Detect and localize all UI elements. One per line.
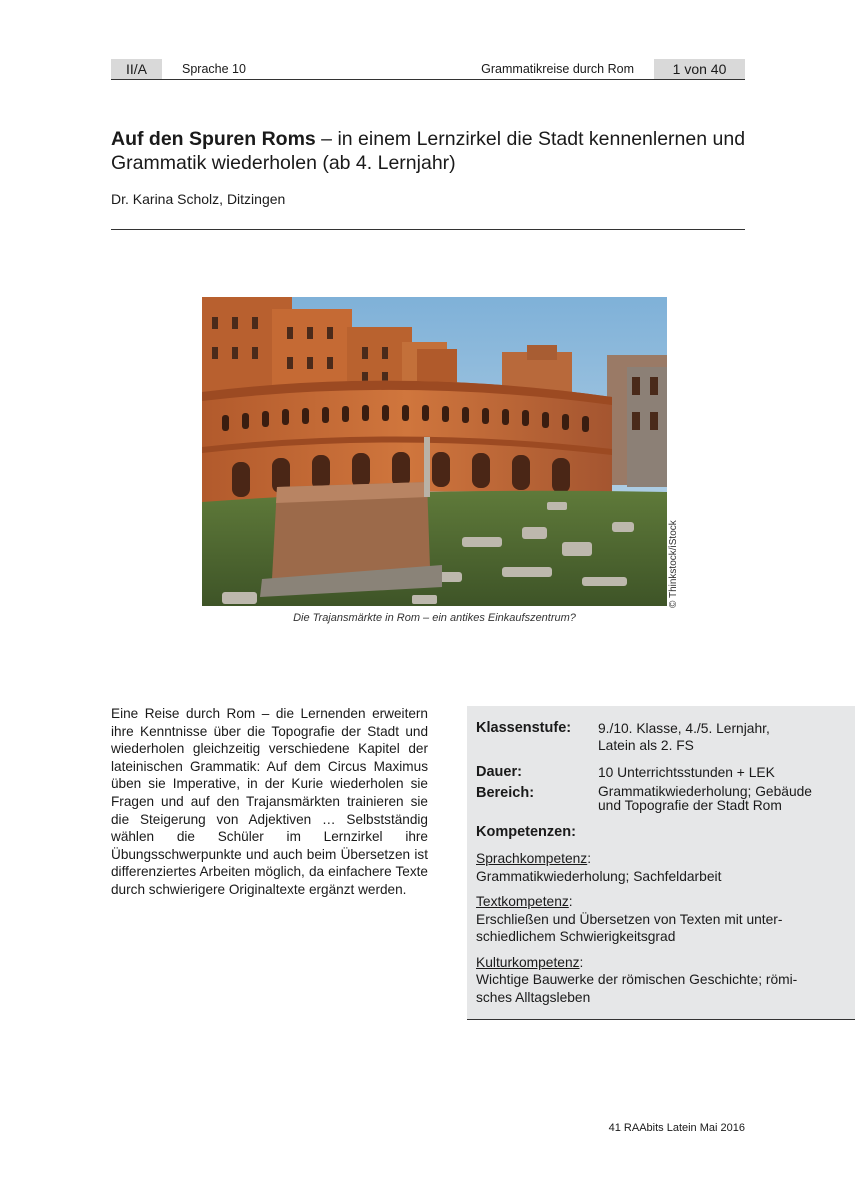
dauer-row xyxy=(476,764,855,782)
bereich-line-2: und Topografie der Stadt Rom xyxy=(598,798,782,813)
kompetenz-item: Textkompetenz: Erschließen und Übersetzen von Texten mit unter- schiedlichem Schwierigkeitsgrad xyxy=(476,893,855,946)
title-bold: Auf den Spuren Roms xyxy=(111,128,316,150)
kompetenz-desc-line-2: schiedlichem Schwierigkeitsgrad xyxy=(476,929,676,944)
bereich-value xyxy=(598,785,855,813)
page-indicator: 1 von 40 xyxy=(654,59,745,79)
dauer-value: 10 Unterrichtsstunden + LEK xyxy=(598,765,775,780)
klassenstufe-line-1: 9./10. Klasse, 4./5. Lernjahr, xyxy=(598,721,770,736)
kompetenz-item: Sprachkompetenz: Grammatikwiederholung; Sachfeldarbeit xyxy=(476,850,855,885)
section-badge: II/A xyxy=(111,59,162,79)
page-footer: 41 RAAbits Latein Mai 2016 xyxy=(608,1122,745,1134)
kompetenz-item: Kulturkompetenz: Wichtige Bauwerke der römischen Geschichte; römi- sches Alltagsleben xyxy=(476,954,855,1007)
kompetenz-name: Textkompetenz xyxy=(476,894,569,909)
document-title xyxy=(111,127,751,175)
image-caption: Die Trajansmärkte in Rom – ein antikes Einkaufszentrum? xyxy=(293,612,576,624)
dauer-label: Dauer: xyxy=(476,764,522,780)
divider xyxy=(111,229,745,230)
subject-label: Sprache 10 xyxy=(182,62,246,76)
image-credit: © Thinkstock/iStock xyxy=(668,520,679,608)
bereich-line-1: Grammatikwiederholung; Gebäude xyxy=(598,784,812,799)
kompetenz-desc-line-1: Wichtige Bauwerke der römischen Geschichte; römi- xyxy=(476,972,798,987)
trajan-markets-photo xyxy=(202,297,667,606)
title-rest: – in einem Lernzirkel die Stadt kennenlernen und Grammatik wiederholen (ab 4. Lernjahr) xyxy=(111,128,746,174)
kompetenz-desc-line-1: Erschließen und Übersetzen von Texten mit unter- xyxy=(476,911,783,927)
kompetenz-name: Sprachkompetenz xyxy=(476,851,588,866)
kompetenz-desc-line-1: Grammatikwiederholung; Sachfeldarbeit xyxy=(476,868,722,884)
series-title: Grammatikreise durch Rom xyxy=(481,62,634,76)
intro-paragraph: Eine Reise durch Rom – die Lernenden erweitern ihre Kenntnisse über die Topografie der Stadt und wiederholen gleichzeitig verschiedene Kapitel der lateinischen Grammatik: Auf dem Circus Maximus üben sie Imperative, in der Kurie wiederholen sie Fragen und auf den Trajansmärkten trainieren sie die Steigerung von Adjektiven … Selbstständig wählen die Schüler im Lernzirkel ihre Übungsschwerpunkte und auch beim Übersetzen ist differenziertes Arbeiten möglich, da einfachere Texte durch schwierigere Originaltexte ergänzt werden. xyxy=(111,706,428,897)
klassenstufe-value xyxy=(598,720,855,754)
info-box xyxy=(467,706,855,1020)
klassenstufe-line-2: Latein als 2. FS xyxy=(598,738,694,753)
kompetenz-name: Kulturkompetenz xyxy=(476,954,580,970)
klassenstufe-row xyxy=(476,720,855,754)
kompetenz-desc-line-2: sches Alltagsleben xyxy=(476,989,591,1005)
bereich-label: Bereich: xyxy=(476,785,535,801)
klassenstufe-label: Klassenstufe: xyxy=(476,720,572,736)
page-header xyxy=(111,59,745,80)
kompetenzen-heading: Kompetenzen: xyxy=(476,824,576,840)
author: Dr. Karina Scholz, Ditzingen xyxy=(111,191,286,207)
bereich-row xyxy=(476,785,855,813)
